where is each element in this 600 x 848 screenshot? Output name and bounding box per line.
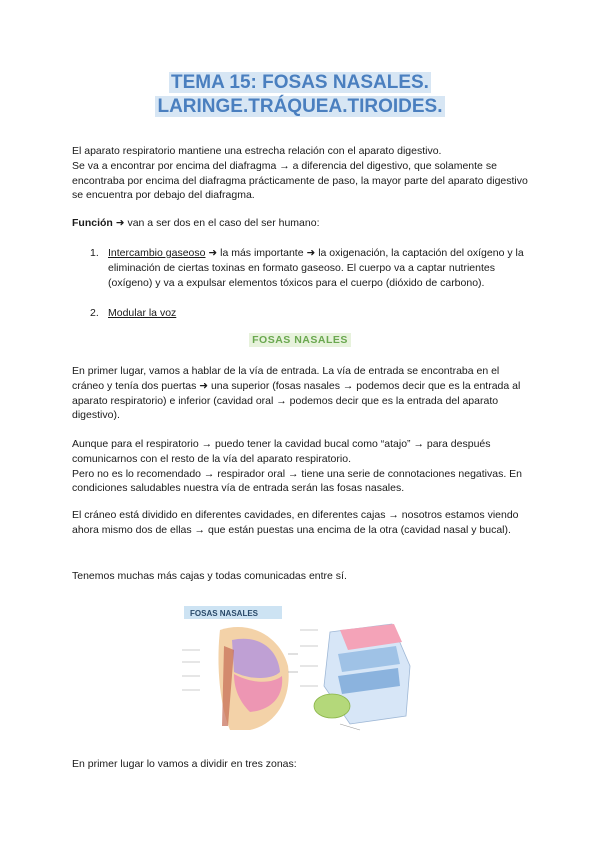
page-title-line-1: TEMA 15: FOSAS NASALES. (171, 72, 429, 93)
figure-label: FOSAS NASALES (190, 609, 259, 618)
anatomy-figure (180, 606, 420, 736)
list-text-1: ➜ la más importante ➜ la oxigenación, la captación del oxígeno y la eliminación de ciertas toxinas en formato gaseoso. El cuerpo va a captar nutrientes (oxígeno) y va a expulsar elementos tóxicos para el cuerpo (dióxido de carbono). (108, 247, 524, 289)
funcion-label: Función (72, 217, 113, 229)
list-item-2 (108, 306, 528, 321)
funcion-text: ➜ van a ser dos en el caso del ser humano: (112, 217, 320, 229)
paragraph-via-entrada: En primer lugar, vamos a hablar de la vía de entrada. La vía de entrada se encontraba en el cráneo y tenía dos puertas ➜ una superior (fosas nasales → podemos decir que es la entrada al aparato respiratorio) e inferior (cavidad oral → podemos decir que es la entrada del aparato digestivo). (72, 365, 521, 422)
intro-paragraph-1: El aparato respiratorio mantiene una estrecha relación con el aparato digestivo. (72, 145, 442, 157)
paragraph-cajas: Tenemos muchas más cajas y todas comunicadas entre sí. (72, 570, 347, 582)
palate-shape (314, 694, 350, 718)
anatomy-illustration (180, 606, 420, 736)
paragraph-respirador-oral: Pero no es lo recomendado → respirador oral → tiene una serie de connotaciones negativas. En condiciones saludables nuestra vía de entrada serán las fosas nasales. (72, 467, 523, 495)
paragraph-tres-zonas: En primer lugar lo vamos a dividir en tres zonas: (72, 758, 297, 770)
intro-paragraph-2: Se va a encontrar por encima del diafragma → a diferencia del digestivo, que solamente se encontraba por encima del diafragma prácticamente de paso, la mayor parte del aparato digestivo se encuentra por debajo del diafragma. (72, 159, 528, 202)
list-term-2: Modular la voz (108, 307, 177, 319)
list-term-1: Intercambio gaseoso (108, 247, 206, 259)
list-number-1: 1. (90, 247, 99, 259)
list-number-2: 2. (90, 307, 99, 319)
list-item-1 (108, 246, 528, 290)
section-heading: FOSAS NASALES (0, 334, 600, 346)
page-title-line-2: LARINGE.TRÁQUEA.TIROIDES. (157, 96, 443, 117)
funcion-paragraph (72, 216, 532, 231)
paragraph-cavidades: El cráneo está dividido en diferentes cavidades, en diferentes cajas → nosotros estamos viendo ahora mismo dos de ellas → que están puestas una encima de la otra (cavidad nasal y bucal). (72, 509, 519, 536)
paragraph-atajo: Aunque para el respiratorio → puedo tener la cavidad bucal como “atajo” → para después comunicarnos con el resto de la vía del aparato respiratorio. (72, 438, 491, 465)
